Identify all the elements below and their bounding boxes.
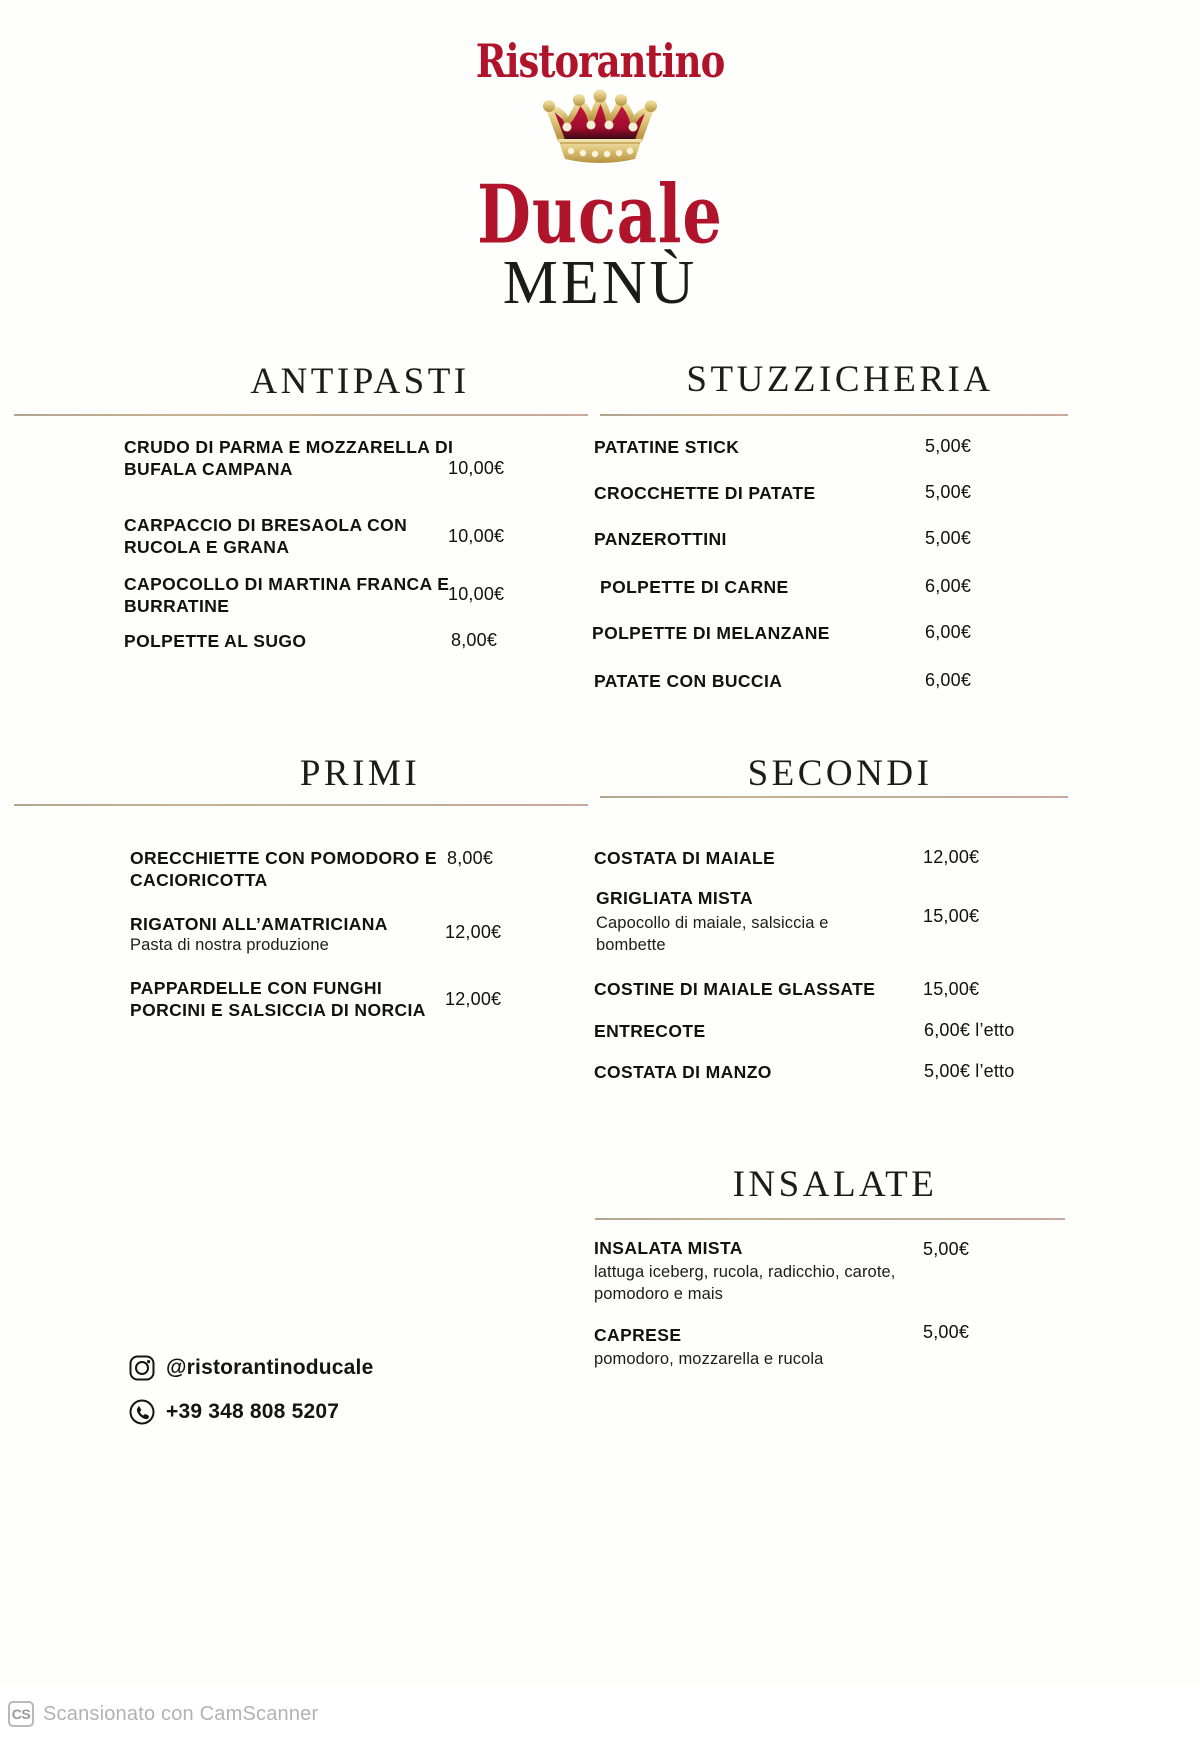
menu-item: GRIGLIATA MISTA Capocollo di maiale, salsiccia e bombette bbox=[596, 887, 896, 956]
section-divider-antipasti bbox=[14, 414, 588, 416]
menu-item-price: 6,00€ bbox=[925, 622, 972, 642]
camscanner-text: Scansionato con CamScanner bbox=[43, 1702, 319, 1725]
phone-number: +39 348 808 5207 bbox=[166, 1400, 340, 1423]
menu-item-name: PAPPARDELLE CON FUNGHI PORCINI E SALSICCIA DI NORCIA bbox=[130, 978, 426, 1021]
menu-item-price: 5,00€ l’etto bbox=[924, 1061, 1015, 1081]
menu-item-price: 10,00€ bbox=[448, 526, 505, 546]
instagram-handle: @ristorantinoducale bbox=[166, 1356, 374, 1379]
menu-item: INSALATA MISTA lattuga iceberg, rucola, radicchio, carote, pomodoro e mais bbox=[594, 1237, 914, 1305]
menu-item-price: 5,00€ bbox=[923, 1239, 970, 1259]
logo-name-top: Ristorantino bbox=[475, 33, 725, 88]
menu-item-price: 8,00€ bbox=[451, 630, 498, 650]
menu-item-name: POLPETTE AL SUGO bbox=[124, 631, 307, 651]
menu-item: CAPRESE pomodoro, mozzarella e rucola bbox=[594, 1324, 914, 1371]
menu-item-price: 6,00€ l’etto bbox=[924, 1020, 1015, 1040]
menu-item-price: 8,00€ bbox=[447, 848, 494, 868]
menu-item-name: PATATINE STICK bbox=[594, 437, 740, 457]
menu-item-name: PATATE CON BUCCIA bbox=[594, 671, 783, 691]
menu-item-price: 5,00€ bbox=[925, 528, 972, 548]
section-divider-secondi bbox=[600, 796, 1068, 798]
section-heading-stuzzicheria: STUZZICHERIA bbox=[686, 359, 994, 400]
camscanner-watermark bbox=[0, 1686, 1200, 1742]
menu-item-desc: pomodoro, mozzarella e rucola bbox=[594, 1350, 824, 1369]
menu-item-price: 6,00€ bbox=[925, 576, 972, 596]
contact-instagram[interactable] bbox=[128, 1354, 373, 1382]
menu-item-name: ENTRECOTE bbox=[594, 1021, 706, 1041]
page-title: MENÙ bbox=[502, 249, 698, 317]
section-heading-primi: PRIMI bbox=[299, 753, 421, 794]
menu-item-name: PANZEROTTINI bbox=[594, 529, 727, 549]
menu-item-name: COSTINE DI MAIALE GLASSATE bbox=[594, 979, 876, 999]
section-divider-primi bbox=[14, 804, 588, 806]
menu-item-desc: Pasta di nostra produzione bbox=[130, 936, 329, 955]
restaurant-logo bbox=[0, 33, 1200, 263]
menu-item-price: 10,00€ bbox=[448, 584, 505, 604]
menu-item-price: 12,00€ bbox=[445, 989, 502, 1009]
phone-icon bbox=[128, 1398, 156, 1426]
instagram-icon bbox=[128, 1354, 156, 1382]
menu-item-price: 6,00€ bbox=[925, 670, 972, 690]
menu-item-price: 5,00€ bbox=[925, 436, 972, 456]
menu-item-price: 12,00€ bbox=[923, 847, 980, 867]
menu-item-name: ORECCHIETTE CON POMODORO E CACIORICOTTA bbox=[130, 848, 437, 891]
menu-item-price: 15,00€ bbox=[923, 979, 980, 999]
menu-item-name: COSTATA DI MANZO bbox=[594, 1062, 772, 1082]
section-heading-antipasti: ANTIPASTI bbox=[250, 361, 470, 402]
menu-item-price: 12,00€ bbox=[445, 922, 502, 942]
menu-item-desc: Capocollo di maiale, salsiccia e bombette bbox=[596, 914, 829, 954]
menu-item-name: CARPACCIO DI BRESAOLA CON RUCOLA E GRANA bbox=[124, 515, 408, 558]
menu-item-price: 5,00€ bbox=[925, 482, 972, 502]
camscanner-badge: CS bbox=[8, 1701, 34, 1727]
menu-item-name: POLPETTE DI CARNE bbox=[600, 577, 789, 597]
section-divider-insalate bbox=[595, 1218, 1065, 1220]
menu-item-name: CAPOCOLLO DI MARTINA FRANCA E BURRATINE bbox=[124, 574, 450, 617]
crown-icon bbox=[525, 87, 675, 169]
menu-item-price: 5,00€ bbox=[923, 1322, 970, 1342]
menu-item: RIGATONI ALL’AMATRICIANA Pasta di nostra produzione bbox=[130, 913, 460, 957]
section-heading-secondi: SECONDI bbox=[747, 753, 933, 794]
menu-item-price: 10,00€ bbox=[448, 458, 505, 478]
logo-name-bottom: Ducale bbox=[477, 167, 723, 263]
section-heading-insalate: INSALATE bbox=[732, 1164, 938, 1205]
menu-item-name: CROCCHETTE DI PATATE bbox=[594, 483, 816, 503]
section-divider-stuzzicheria bbox=[600, 414, 1068, 416]
menu-item-desc: lattuga iceberg, rucola, radicchio, carote, pomodoro e mais bbox=[594, 1263, 896, 1303]
menu-item-name: CRUDO DI PARMA E MOZZARELLA DI BUFALA CAMPANA bbox=[124, 437, 454, 480]
menu-item-name: COSTATA DI MAIALE bbox=[594, 848, 776, 868]
menu-item-name: POLPETTE DI MELANZANE bbox=[592, 623, 830, 643]
menu-item-price: 15,00€ bbox=[923, 906, 980, 926]
contact-phone[interactable] bbox=[128, 1398, 339, 1426]
